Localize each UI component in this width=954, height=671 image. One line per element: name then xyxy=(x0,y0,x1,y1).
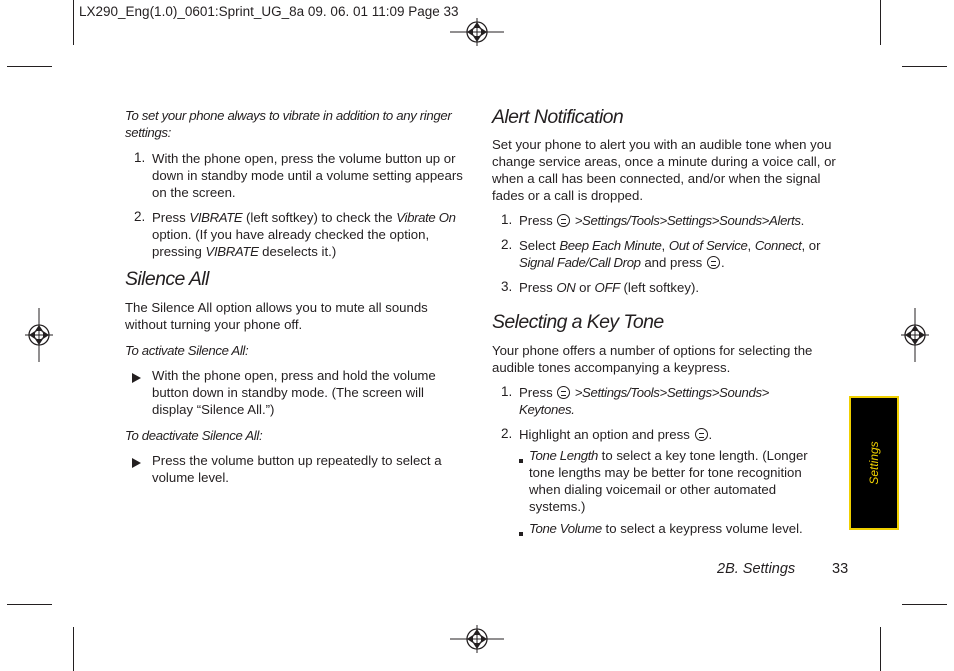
menu-ok-key-icon xyxy=(707,256,720,269)
option-label: Connect xyxy=(754,238,802,253)
step-number: 2. xyxy=(134,209,146,224)
menu-path: >Settings/Tools>Settings>Sounds>Alerts xyxy=(571,213,801,228)
option-label: Out of Service xyxy=(668,238,748,253)
vibrate-intro: To set your phone always to vibrate in addition to any ringer settings: xyxy=(125,108,452,140)
key-tone-description: Your phone offers a number of options for selecting the audible tones accompanying a keypress. xyxy=(492,343,813,375)
key-tone-step-1: Press >Settings/Tools>Settings>Sounds> Keytones. xyxy=(519,385,770,417)
option-label: Vibrate On xyxy=(396,210,456,225)
print-slug: LX290_Eng(1.0)_0601:Sprint_UG_8a 09. 06. 01 11:09 Page 33 xyxy=(79,4,459,19)
step-number: 2. xyxy=(501,237,513,252)
registration-mark-icon xyxy=(450,625,504,653)
menu-ok-key-icon xyxy=(557,386,570,399)
step-text: With the phone open, press the volume button up or down in standby mode until a volume setting appears on the screen. xyxy=(152,151,463,200)
tone-length-bullet: Tone Length to select a key tone length. (Longer tone lengths may be better for tone recognition when dialing voicemail or other automated systems.) xyxy=(529,448,808,514)
softkey-label: VIBRATE xyxy=(189,210,243,225)
softkey-label: ON xyxy=(556,280,576,295)
alert-notification-description: Set your phone to alert you with an audible tone when you change service areas, once a minute during a voice call, or when a call has been connected, and/or when the signal fades or a call is dropped. xyxy=(492,137,836,203)
alert-step-1: Press >Settings/Tools>Settings>Sounds>Alerts. xyxy=(519,213,805,228)
square-bullet-icon xyxy=(519,452,523,470)
option-label: Tone Volume xyxy=(529,521,602,536)
registration-mark-icon xyxy=(450,18,504,46)
option-label: Tone Length xyxy=(529,448,598,463)
tone-volume-bullet: Tone Volume to select a keypress volume level. xyxy=(529,521,803,536)
key-tone-heading: Selecting a Key Tone xyxy=(492,311,664,333)
step-text: Press VIBRATE (left softkey) to check the Vibrate On option. (If you have already checked the option, pressing VIBRATE deselects it.) xyxy=(152,210,456,259)
deactivate-text: Press the volume button up repeatedly to select a volume level. xyxy=(152,453,442,485)
softkey-label: OFF xyxy=(594,280,620,295)
silence-all-heading: Silence All xyxy=(125,268,209,290)
menu-ok-key-icon xyxy=(557,214,570,227)
page-number: 33 xyxy=(832,561,849,577)
activate-text: With the phone open, press and hold the volume button down in standby mode. (The screen will display “Silence All.”) xyxy=(152,368,436,417)
square-bullet-icon xyxy=(519,525,523,543)
activate-label: To activate Silence All: xyxy=(125,343,249,358)
silence-all-description: The Silence All option allows you to mute all sounds without turning your phone off. xyxy=(125,300,428,332)
step-number: 1. xyxy=(134,150,146,165)
option-label: Signal Fade/Call Drop xyxy=(519,255,641,270)
step-number: 1. xyxy=(501,384,513,399)
registration-mark-icon xyxy=(25,308,53,362)
menu-path: Keytones xyxy=(519,402,572,417)
step-number: 3. xyxy=(501,279,513,294)
alert-step-2: Select Beep Each Minute, Out of Service, Connect, or Signal Fade/Call Drop and press . xyxy=(519,238,821,270)
triangle-bullet-icon xyxy=(132,370,141,388)
section-tab xyxy=(849,396,899,530)
menu-path: >Settings/Tools>Settings>Sounds> xyxy=(571,385,770,400)
footer-section: 2B. Settings xyxy=(717,561,796,577)
key-tone-step-2: Highlight an option and press . xyxy=(519,427,713,442)
menu-ok-key-icon xyxy=(695,428,708,441)
deactivate-label: To deactivate Silence All: xyxy=(125,428,263,443)
section-tab-label: Settings xyxy=(867,441,881,485)
step-number: 2. xyxy=(501,426,513,441)
triangle-bullet-icon xyxy=(132,455,141,473)
softkey-label: VIBRATE xyxy=(205,244,259,259)
option-label: Beep Each Minute xyxy=(559,238,662,253)
alert-step-3: Press ON or OFF (left softkey). xyxy=(519,280,700,295)
step-number: 1. xyxy=(501,212,513,227)
alert-notification-heading: Alert Notification xyxy=(492,106,624,128)
registration-mark-icon xyxy=(901,308,929,362)
